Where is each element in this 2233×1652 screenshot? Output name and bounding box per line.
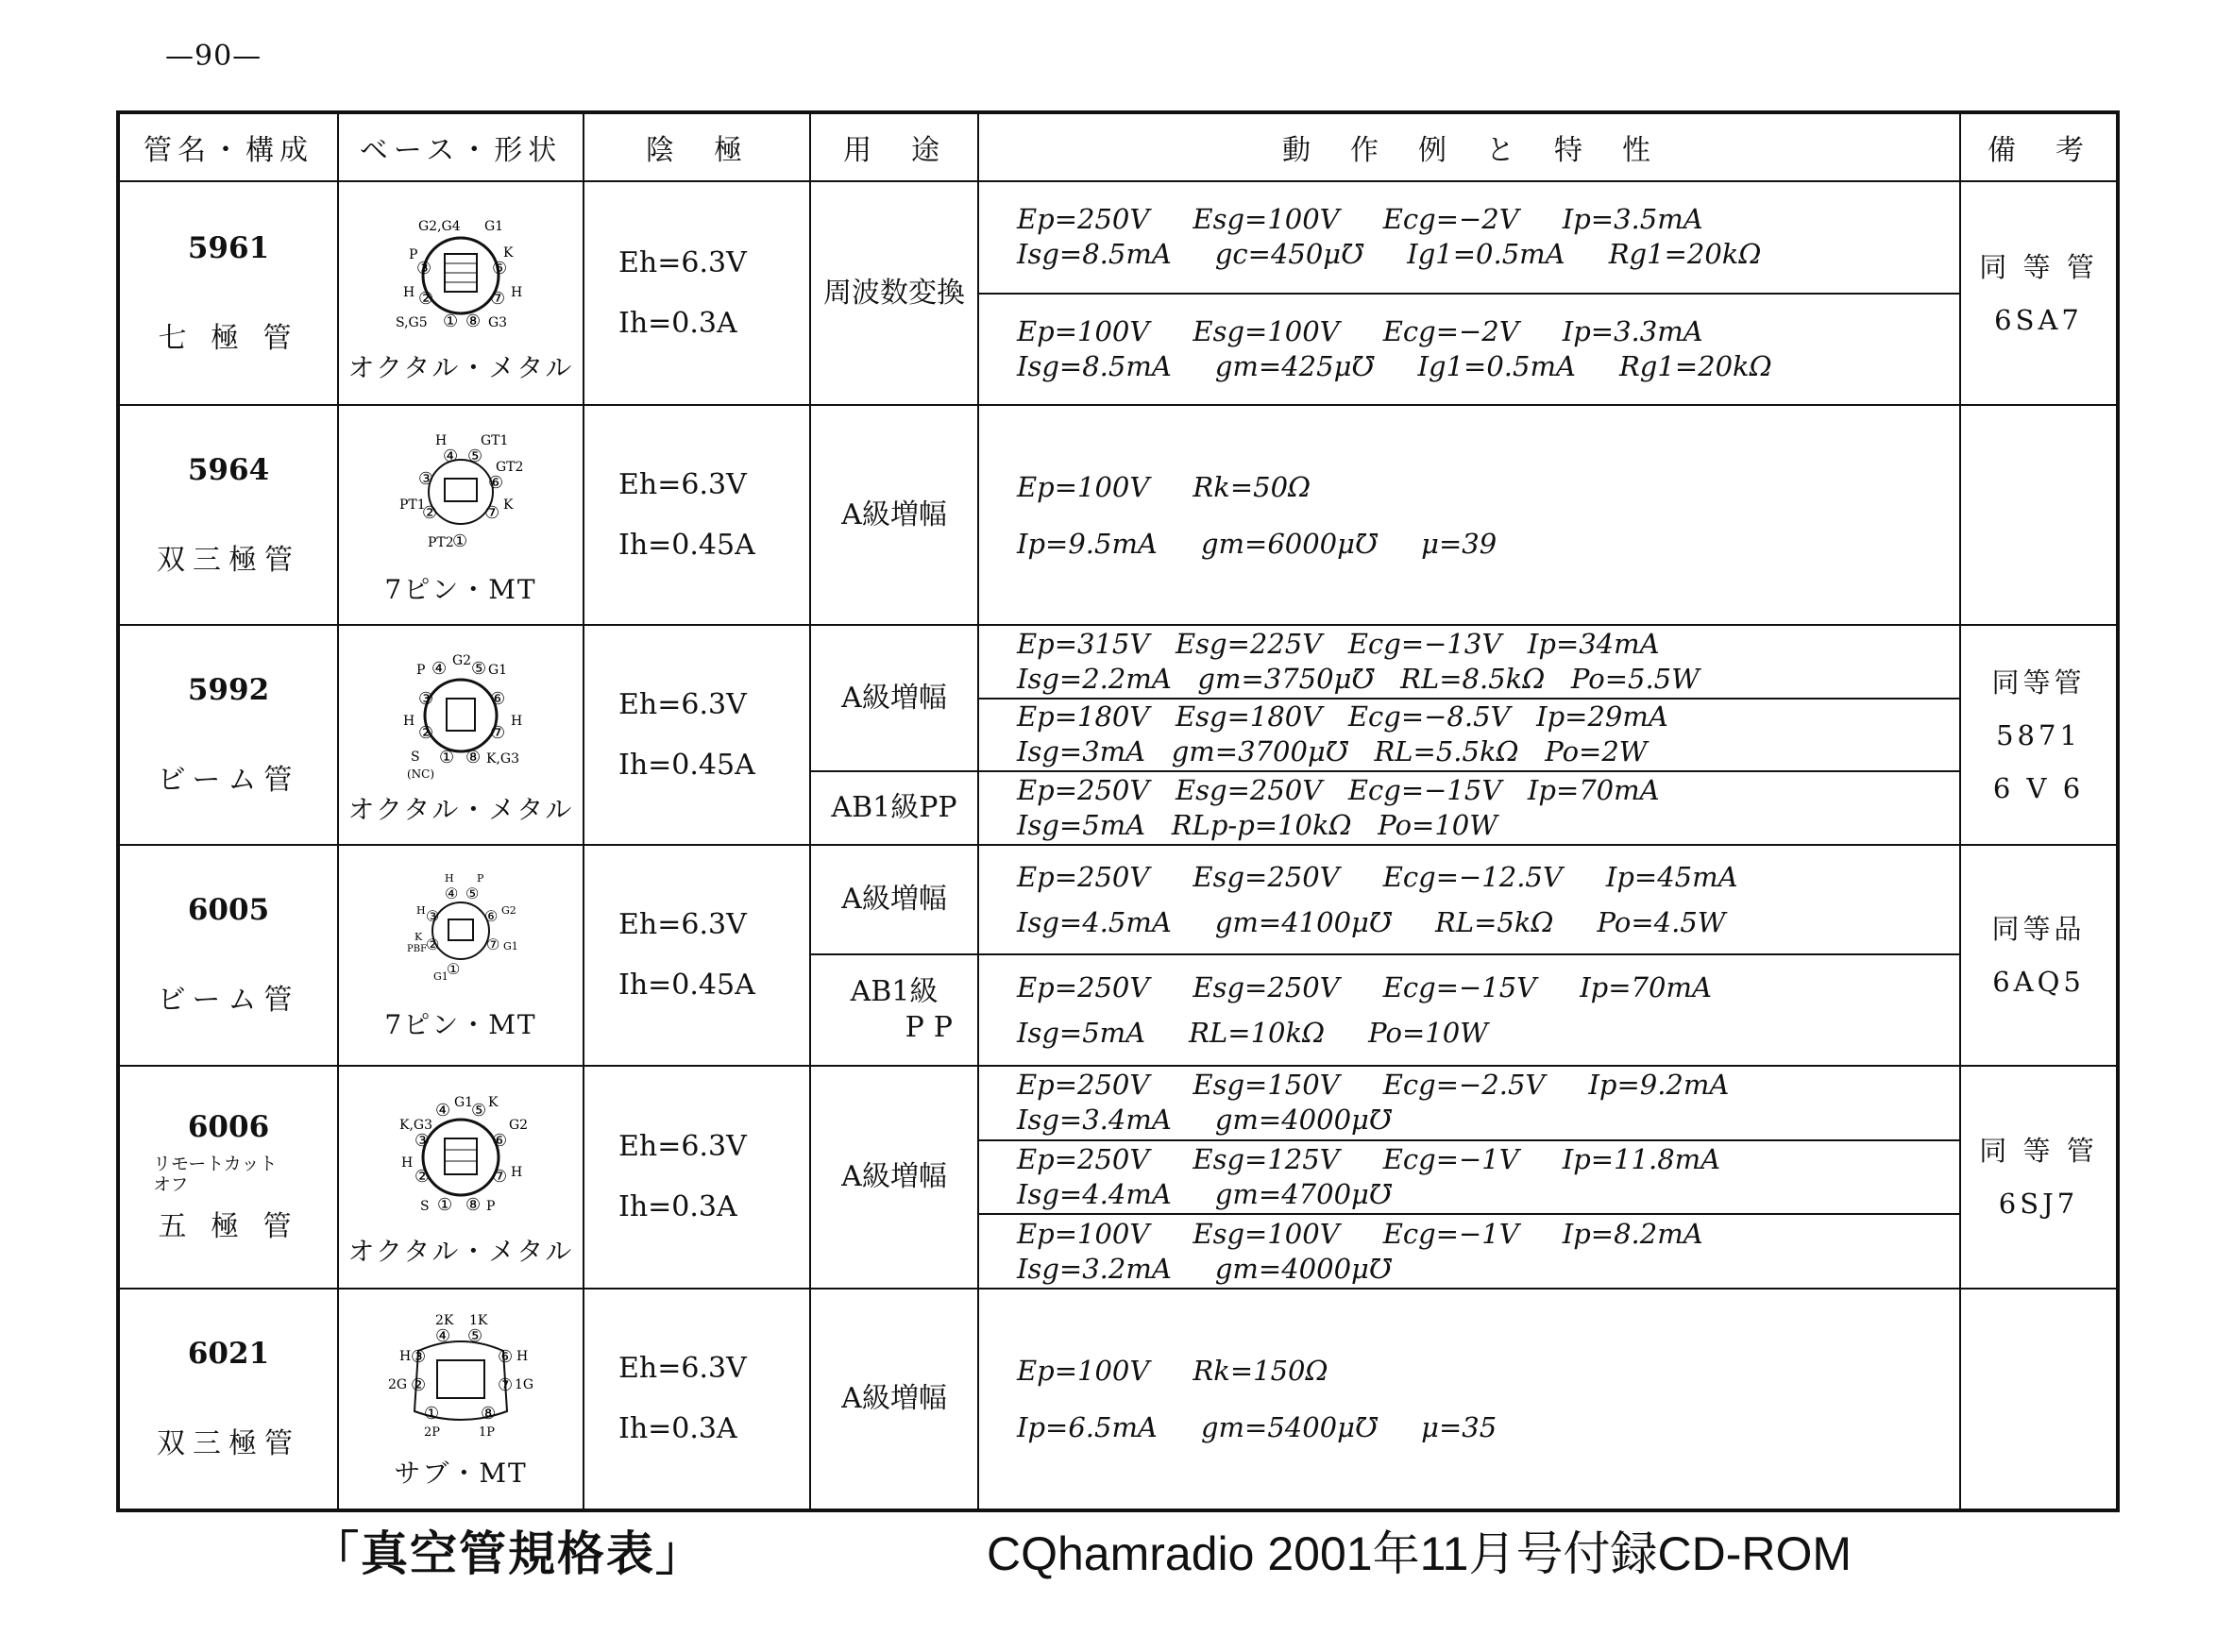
use-cell: A級増幅 [810, 1289, 978, 1510]
tube-type: ビーム管 [157, 984, 300, 1017]
base-cell [338, 181, 584, 405]
pin-label: H [403, 284, 415, 300]
pin-label: ③ [418, 688, 434, 709]
pin-label: K,G3 [486, 750, 519, 767]
page-number: —90— [165, 40, 262, 73]
pin-label: ② [426, 936, 440, 953]
ops-cell [978, 181, 1960, 405]
pin-label: ⑥ [484, 907, 499, 925]
use-cell: A級増幅 [810, 845, 978, 954]
base-label: 7ピン・MT [384, 573, 537, 605]
ops-cell [978, 845, 1960, 954]
cathode-cell [584, 1289, 810, 1510]
note-cell [1960, 625, 2118, 845]
pin-label: H [511, 1165, 523, 1180]
base-pin-diagram [390, 424, 532, 565]
tube-type: ビーム管 [157, 763, 300, 797]
note-cell [1960, 1289, 2118, 1510]
ops-cell [978, 954, 1960, 1066]
note-cell [1960, 181, 2118, 405]
pin-label: ① [447, 960, 461, 978]
op-line: Ep=250V Esg=125V Ecg=−1V Ip=11.8mA [1017, 1143, 1721, 1175]
pin-label: H [445, 872, 454, 885]
note-cell [1960, 1066, 2118, 1289]
pin-label: ⑧ [465, 1195, 482, 1215]
base-pin-diagram [381, 1307, 541, 1449]
base-pin-diagram [390, 1086, 532, 1227]
op-line: Ep=250V Esg=250V Ecg=−15V Ip=70mA [1017, 971, 1712, 1003]
pin-label: GT2 [496, 459, 524, 475]
pin-label: H [435, 432, 448, 448]
op-line: Isg=3.4mA gm=4000μ℧ [1017, 1104, 1392, 1137]
pin-label: PBF [407, 944, 428, 954]
pin-label: H [401, 1155, 414, 1171]
pin-label: P [486, 1199, 496, 1214]
pin-label: H [516, 1349, 529, 1364]
base-cell [338, 405, 584, 625]
heater-current: Ih=0.3A [618, 1190, 737, 1223]
op-line: Isg=4.4mA gm=4700μ℧ [1017, 1178, 1392, 1210]
op-example [979, 1067, 1959, 1141]
cathode-cell [584, 845, 810, 1066]
op-line: Ep=100V Esg=100V Ecg=−1V Ip=8.2mA [1017, 1217, 1703, 1250]
note-line: 同 等 管 [1979, 1135, 2098, 1167]
ops-cell [978, 625, 1960, 771]
pin-label: ③ [416, 258, 432, 278]
pin-label: 2P [424, 1425, 441, 1440]
op-line: Isg=2.2mA gm=3750μ℧ RL=8.5kΩ Po=5.5W [1017, 662, 1700, 695]
pin-label: 1G [515, 1377, 534, 1392]
table-row [118, 1289, 2118, 1510]
tube-name-cell [118, 625, 338, 845]
pin-label: PT2 [428, 534, 454, 550]
op-example [979, 1290, 1959, 1509]
header-ops: 動 作 例 と 特 性 [978, 112, 1960, 181]
tube-type: 双三極管 [157, 1427, 300, 1460]
op-line: Isg=8.5mA gc=450μ℧ Ig1=0.5mA Rg1=20kΩ [1017, 238, 1762, 271]
pin-label: ① [437, 1195, 453, 1215]
note-line: 6SA7 [1994, 303, 2083, 336]
pin-label: G1 [488, 662, 508, 678]
pin-label: G1 [433, 970, 448, 983]
header-note: 備 考 [1960, 112, 2118, 181]
note-cell [1960, 845, 2118, 1066]
pin-label: K [488, 1095, 499, 1110]
header-row [118, 112, 2118, 181]
tube-number: 5961 [187, 230, 270, 265]
note-line: 6SJ7 [1998, 1188, 2079, 1220]
header-cathode: 陰 極 [584, 112, 810, 181]
pin-label: S [411, 749, 420, 765]
base-pin-diagram [390, 868, 532, 1001]
op-line: Ep=250V Esg=100V Ecg=−2V Ip=3.5mA [1017, 203, 1703, 236]
pin-label: ⑤ [471, 658, 487, 679]
pin-label: G2 [452, 652, 472, 668]
note-line: 5871 [1996, 718, 2081, 751]
op-line: Ep=250V Esg=150V Ecg=−2.5V Ip=9.2mA [1017, 1069, 1730, 1102]
note-line: 同等品 [1991, 913, 2086, 945]
use-label: AB1級 [850, 975, 939, 1008]
cathode-cell [584, 181, 810, 405]
pin-label: GT1 [481, 432, 509, 448]
pin-label: ① [439, 747, 455, 767]
heater-current: Ih=0.45A [618, 528, 755, 562]
pin-label: ③ [418, 468, 434, 489]
pin-label: K [503, 497, 514, 513]
pin-label: ④ [435, 1101, 451, 1121]
footer-title: 「真空管規格表」 [312, 1526, 704, 1581]
tube-subtype: オフ [153, 1174, 189, 1195]
pin-label: ⑦ [492, 1167, 508, 1187]
heater-voltage: Eh=6.3V [618, 245, 747, 279]
pin-label: (NC) [407, 767, 435, 781]
pin-label: ⑤ [467, 446, 483, 466]
op-example [979, 772, 1959, 844]
pin-label: K [414, 931, 423, 943]
tube-type: 七 極 管 [158, 321, 299, 355]
cathode-cell [584, 405, 810, 625]
ops-cell [978, 771, 1960, 845]
base-cell [338, 845, 584, 1066]
base-cell [338, 625, 584, 845]
use-cell [810, 954, 978, 1066]
ops-cell [978, 1066, 1960, 1289]
pin-label: ⑧ [465, 311, 482, 331]
pin-label: 2K [435, 1313, 454, 1328]
op-line: Isg=8.5mA gm=425μ℧ Ig1=0.5mA Rg1=20kΩ [1017, 349, 1772, 382]
tube-name-cell [118, 405, 338, 625]
pin-label: 1P [479, 1425, 496, 1440]
pin-label: ⑤ [471, 1101, 487, 1121]
pin-label: G3 [488, 314, 508, 330]
pin-label: G1 [484, 218, 504, 234]
base-label: オクタル・メタル [347, 351, 574, 383]
op-line: Ep=100V Rk=50Ω [1017, 470, 1311, 503]
op-line: Isg=5mA RL=10kΩ Po=10W [1017, 1017, 1488, 1049]
pin-label: K [503, 244, 514, 261]
pin-label: ③ [414, 1131, 431, 1151]
note-line: 6 V 6 [1992, 771, 2085, 804]
pin-label: ⑦ [484, 502, 500, 523]
op-line: Ip=6.5mA gm=5400μ℧ μ=35 [1017, 1411, 1497, 1443]
cathode-cell [584, 1066, 810, 1289]
tube-name-cell [118, 1066, 338, 1289]
pin-label: ③ [411, 1347, 427, 1367]
pin-label: ⑦ [490, 722, 506, 743]
base-pin-diagram [390, 202, 532, 344]
op-line: Isg=3.2mA gm=4000μ℧ [1017, 1252, 1392, 1285]
note-line: 同 等 管 [1979, 250, 2098, 283]
op-line: Ep=180V Esg=180V Ecg=−8.5V Ip=29mA [1017, 700, 1668, 733]
pin-label: K,G3 [399, 1118, 432, 1133]
pin-label: P [409, 246, 418, 262]
header-name: 管名・構成 [118, 112, 338, 181]
pin-label: H [403, 713, 415, 729]
header-use: 用 途 [810, 112, 978, 181]
pin-label: G1 [503, 940, 518, 952]
pin-label: H [399, 1349, 412, 1364]
pin-label: G1 [454, 1095, 474, 1110]
pin-label: ⑥ [490, 688, 506, 709]
table-row [118, 845, 2118, 954]
pin-label: ② [414, 1167, 431, 1187]
pin-label: ⑥ [498, 1347, 514, 1367]
footer-source: CQhamradio 2001年11月号付録CD-ROM [987, 1527, 1852, 1580]
note-line: 同等管 [1991, 666, 2086, 699]
pin-label: ⑥ [492, 1131, 508, 1151]
tube-subtype: リモートカット [153, 1154, 278, 1174]
heater-voltage: Eh=6.3V [618, 1130, 747, 1163]
op-example [979, 182, 1959, 295]
heater-voltage: Eh=6.3V [618, 908, 747, 941]
tube-type: 五 極 管 [158, 1210, 299, 1243]
tube-number: 5992 [187, 672, 270, 707]
op-line: Isg=3mA gm=3700μ℧ RL=5.5kΩ Po=2W [1017, 735, 1648, 768]
pin-label: 1K [469, 1313, 488, 1328]
op-line: Ip=9.5mA gm=6000μ℧ μ=39 [1017, 527, 1497, 560]
use-cell: A級増幅 [810, 1066, 978, 1289]
op-example [979, 846, 1959, 953]
cathode-cell [584, 625, 810, 845]
base-cell [338, 1289, 584, 1510]
heater-current: Ih=0.3A [618, 1412, 737, 1445]
op-line: Ep=100V Esg=100V Ecg=−2V Ip=3.3mA [1017, 314, 1703, 347]
pin-label: 2G [388, 1377, 408, 1392]
op-line: Isg=4.5mA gm=4100μ℧ RL=5kΩ Po=4.5W [1017, 906, 1726, 938]
pin-label: H [511, 713, 523, 729]
tube-name-cell [118, 1289, 338, 1510]
tube-name-cell [118, 845, 338, 1066]
pin-label: ② [411, 1375, 427, 1395]
pin-label: S [420, 1199, 430, 1214]
pin-label: ⑤ [465, 885, 480, 902]
pin-label: G2 [509, 1118, 529, 1133]
tube-number: 6006 [187, 1110, 270, 1144]
use-cell: AB1級PP [810, 771, 978, 845]
pin-label: ⑥ [492, 258, 508, 278]
note-cell [1960, 405, 2118, 625]
ops-cell [978, 1289, 1960, 1510]
use-label: PP [905, 1011, 962, 1044]
base-label: オクタル・メタル [347, 1236, 574, 1267]
pin-label: S,G5 [396, 314, 428, 330]
pin-label: ② [418, 288, 434, 309]
heater-voltage: Eh=6.3V [618, 467, 747, 501]
op-line: Ep=250V Esg=250V Ecg=−12.5V Ip=45mA [1017, 861, 1738, 893]
base-label: 7ピン・MT [384, 1009, 537, 1040]
tube-number: 6021 [187, 1337, 270, 1371]
heater-current: Ih=0.45A [618, 748, 755, 782]
pin-label: ⑥ [488, 472, 504, 493]
base-label: サブ・MT [394, 1458, 528, 1489]
pin-label: ① [452, 531, 468, 551]
pin-label: P [477, 872, 484, 885]
pin-label: H [416, 904, 426, 917]
ops-cell [978, 405, 1960, 625]
pin-label: ④ [435, 1326, 451, 1346]
table-row [118, 1066, 2118, 1289]
base-cell [338, 1066, 584, 1289]
table-row [118, 405, 2118, 625]
pin-label: ① [443, 311, 459, 331]
pin-label: ④ [431, 658, 448, 679]
pin-label: ⑦ [498, 1375, 514, 1395]
pin-label: P [416, 662, 426, 678]
table-row [118, 181, 2118, 405]
header-base: ベース・形状 [338, 112, 584, 181]
pin-label: G2,G4 [418, 218, 461, 234]
heater-voltage: Eh=6.3V [618, 687, 747, 721]
pin-label: ⑦ [486, 936, 500, 953]
use-cell: A級増幅 [810, 625, 978, 771]
op-example [979, 1215, 1959, 1288]
tube-number: 6005 [187, 893, 270, 927]
pin-label: H [511, 284, 523, 300]
base-pin-diagram [390, 644, 532, 785]
op-example [979, 295, 1959, 405]
tube-spec-table [116, 110, 2120, 1512]
op-example [979, 406, 1959, 624]
heater-current: Ih=0.3A [618, 306, 737, 340]
tube-type: 双三極管 [157, 543, 300, 577]
note-line: 6AQ5 [1992, 966, 2085, 998]
heater-voltage: Eh=6.3V [618, 1352, 747, 1385]
pin-label: ⑤ [467, 1326, 483, 1346]
op-example [979, 700, 1959, 771]
op-example [979, 1141, 1959, 1216]
tube-name-cell [118, 181, 338, 405]
pin-label: ⑧ [465, 747, 482, 767]
pin-label: ⑦ [490, 288, 506, 309]
op-line: Isg=5mA RLp-p=10kΩ Po=10W [1017, 809, 1498, 841]
base-label: オクタル・メタル [347, 793, 574, 825]
op-example [979, 955, 1959, 1065]
op-line: Ep=315V Esg=225V Ecg=−13V Ip=34mA [1017, 627, 1660, 660]
pin-label: ⑧ [481, 1404, 497, 1424]
pin-label: ② [422, 502, 438, 523]
pin-label: ② [418, 722, 434, 743]
op-line: Ep=250V Esg=250V Ecg=−15V Ip=70mA [1017, 774, 1660, 806]
op-line: Ep=100V Rk=150Ω [1017, 1355, 1328, 1387]
pin-label: G2 [501, 904, 516, 917]
heater-current: Ih=0.45A [618, 969, 755, 1002]
pin-label: PT1 [399, 497, 426, 513]
pin-label: ④ [443, 446, 459, 466]
pin-label: ① [424, 1404, 440, 1424]
tube-number: 5964 [187, 452, 270, 487]
table-row [118, 625, 2118, 771]
op-example [979, 626, 1959, 700]
use-cell: A級増幅 [810, 405, 978, 625]
pin-label: ④ [445, 885, 459, 902]
use-cell: 周波数変換 [810, 181, 978, 405]
pin-label: ③ [426, 907, 440, 925]
